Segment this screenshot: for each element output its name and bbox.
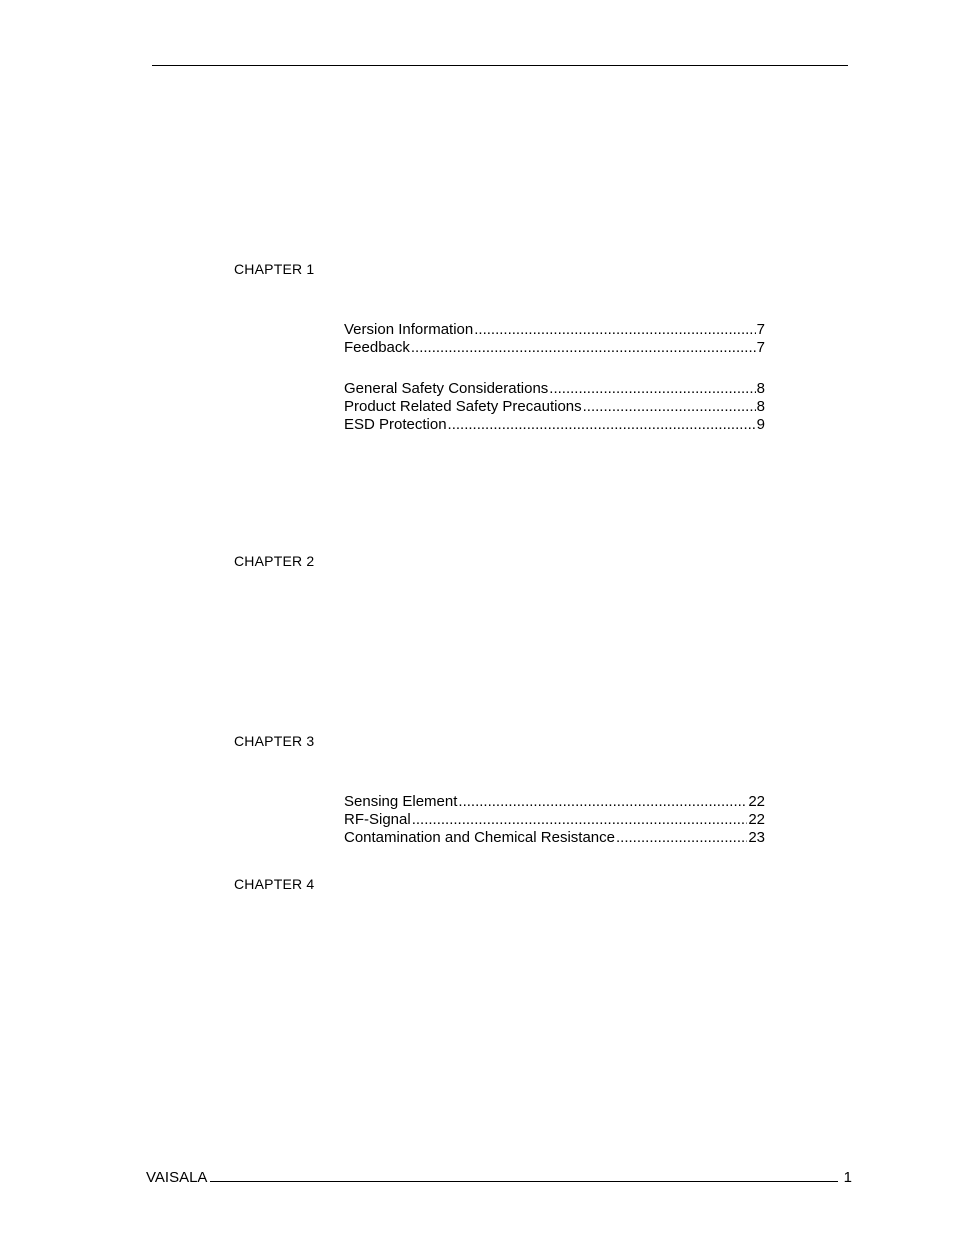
toc-entry-page: 22: [748, 811, 765, 828]
chapter-3-label: CHAPTER 3: [234, 733, 315, 749]
header-rule: [152, 65, 848, 66]
toc-entry-title: Contamination and Chemical Resistance: [344, 829, 615, 846]
footer-page-number: 1: [843, 1169, 852, 1186]
toc-entry[interactable]: [344, 339, 765, 357]
toc-entry[interactable]: [344, 321, 765, 339]
footer-rule: [210, 1167, 837, 1182]
toc-entry-title: General Safety Considerations: [344, 380, 549, 397]
toc-entry-page: 7: [756, 339, 765, 356]
toc-entry[interactable]: [344, 380, 765, 398]
toc-entry-title: RF-Signal: [344, 811, 411, 828]
page-footer: [146, 1167, 852, 1187]
toc-group-chapter-1-a: [344, 321, 765, 357]
toc-entry-page: 7: [756, 321, 765, 338]
toc-entry-page: 22: [748, 793, 765, 810]
dot-leader: [411, 339, 756, 357]
toc-entry[interactable]: [344, 811, 765, 829]
toc-entry-page: 9: [756, 416, 765, 433]
footer-brand: VAISALA: [146, 1169, 208, 1186]
toc-entry-title: Product Related Safety Precautions: [344, 398, 582, 415]
toc-entry[interactable]: [344, 416, 765, 434]
toc-entry[interactable]: [344, 793, 765, 811]
chapter-1-label: CHAPTER 1: [234, 261, 315, 277]
toc-entry-title: Sensing Element: [344, 793, 458, 810]
toc-entry-title: ESD Protection: [344, 416, 447, 433]
toc-entry-page: 8: [756, 380, 765, 397]
dot-leader: [412, 811, 748, 829]
dot-leader: [474, 321, 755, 339]
chapter-4-label: CHAPTER 4: [234, 876, 315, 892]
dot-leader: [616, 829, 747, 847]
toc-entry-page: 23: [748, 829, 765, 846]
toc-entry[interactable]: [344, 829, 765, 847]
toc-entry-title: Feedback: [344, 339, 410, 356]
dot-leader: [458, 793, 747, 811]
toc-group-chapter-1-b: [344, 380, 765, 434]
dot-leader: [549, 380, 755, 398]
toc-entry-title: Version Information: [344, 321, 474, 338]
toc-group-chapter-3: [344, 793, 765, 847]
dot-leader: [448, 416, 756, 434]
dot-leader: [583, 398, 756, 416]
toc-entry-page: 8: [756, 398, 765, 415]
chapter-2-label: CHAPTER 2: [234, 553, 315, 569]
toc-entry[interactable]: [344, 398, 765, 416]
